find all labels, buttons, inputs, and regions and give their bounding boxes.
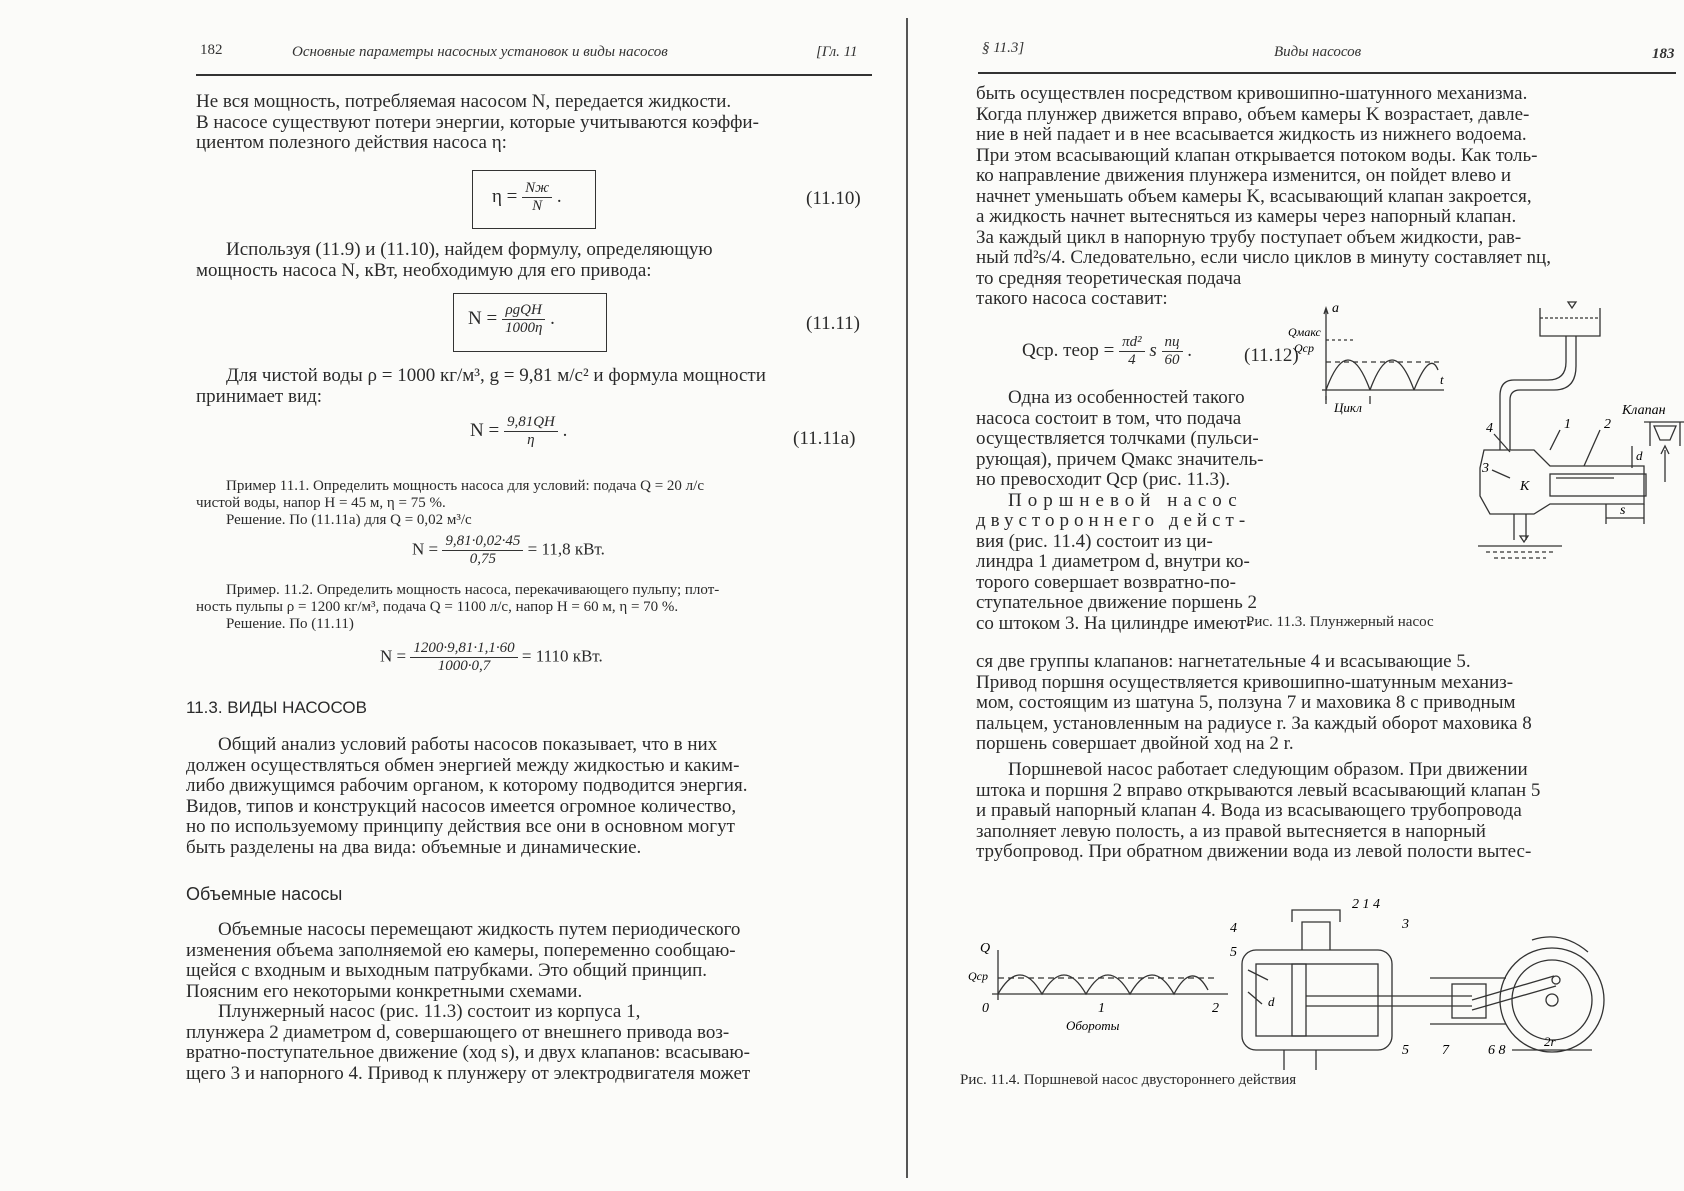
fig-label-turns: Обороты	[1066, 1018, 1120, 1033]
fig-label-qsr: Qср	[1294, 341, 1314, 355]
equation-number: (11.12)	[1244, 345, 1299, 366]
equation-number: (11.11a)	[793, 428, 856, 449]
fig-label-k: K	[1520, 479, 1530, 494]
fig-label-1: 1	[1564, 417, 1571, 432]
fig-label-d: d	[1636, 448, 1643, 463]
figure-11-3-caption: Рис. 11.3. Плунжерный насос	[1246, 614, 1434, 630]
fig-label-7: 7	[1442, 1043, 1449, 1058]
fig-label-2: 2	[1212, 1001, 1219, 1016]
plunger	[1550, 474, 1646, 496]
fig-label-valve: Клапан	[1622, 403, 1666, 418]
figure-11-3-plunger-pump	[1288, 300, 1674, 620]
page-number: 183	[1652, 46, 1675, 62]
paragraph-plunger-operation: быть осуществлен посредством кривошипно-шатунного механизма. Когда плунжер движется вправо, объем камеры K возрастает, давле- ние в ней падает и в нее всасывается жидкость из нижнего водоема. При этом всасывающий клапан открывается потоком воды. Как толь- ко направление движения плунжера изменится, он пойдет влево и начнет уменьшать объем камеры K, всасывающий клапан закроется, а жидкость начнет вытесняться из камеры через напорный клапан. За каждый цикл в напорную трубу поступает объем жидкости, рав- ный πd²s/4. Следовательно, если число циклов в минуту составляет nц, то средняя теоретическая подача такого насоса составит:	[976, 83, 1551, 309]
fig-label-5b: 5	[1402, 1043, 1409, 1058]
chapter-ref: [Гл. 11	[816, 44, 858, 60]
equation-number: (11.10)	[806, 188, 861, 209]
formula-11-10: η = $\frac{Nж}{N}$ .	[492, 180, 562, 214]
header-rule	[978, 72, 1676, 74]
tank	[1540, 308, 1600, 336]
header-rule	[196, 74, 872, 76]
fig-label-68: 6 8	[1488, 1043, 1506, 1058]
pulse-curve	[1326, 360, 1370, 390]
paragraph-pump-types: Общий анализ условий работы насосов показывает, что в них должен осуществляться обмен энергией между жидкостью и каким- либо движущимся рабочим органом, к которому подводится энергия. Видов, типов и конструкций насосов имеется огромное количество, но по используемому принципу действия все они в основном могут быть разделены на два вида: объемные и динамические.	[186, 734, 748, 858]
fig-label-3: 3	[1482, 461, 1489, 476]
example-11-1: Пример 11.1. Определить мощность насоса для условий: подача Q = 20 л/с чистой воды, напор H = 45 м, η = 75 %. Решение. По (11.11a) для Q = 0,02 м³/с	[196, 478, 704, 528]
fig-label-4: 4	[1230, 921, 1237, 936]
fig-label-1: 1	[1098, 1001, 1105, 1016]
slider	[1452, 984, 1486, 1018]
fig-label-0: 0	[982, 1001, 989, 1016]
formula-11-11a: N = $\frac{9,81QH}{\eta}$ .	[470, 414, 568, 448]
paragraph-power: Используя (11.9) и (11.10), найдем формулу, определяющую мощность насоса N, кВт, необходимую для его привода:	[196, 239, 713, 281]
subsection-heading: Объемные насосы	[186, 884, 343, 904]
paragraph-pulsation: Одна из особенностей такого насоса состоит в том, что подача осуществляется толчками (пульси- рующая), причем Qмакс значитель- но превосходит Qср (рис. 11.3). Поршневой насос двустороннего дейст- вия (рис. 11.4) состоит из ци- линдра 1 диаметром d, внутри ко- торого совершает возвратно-по- ступательное движение поршень 2 со штоком 3. На цилиндре имеют-	[976, 387, 1264, 634]
example-11-2: Пример. 11.2. Определить мощность насоса, перекачивающего пульпу; плот- ность пульпы ρ = 1200 кг/м³, подача Q = 1100 л/с, напор H = 60 м, η = 70 %. Решение. По (11.11)	[196, 582, 720, 632]
example-11-2-formula: N = $\frac{1200\cdot 9,81\cdot 1,1\cdot 60}{1000\cdot 0,7}$ = 1110 кВт.	[380, 640, 603, 674]
section-ref: § 11.3]	[982, 40, 1025, 56]
equation-number: (11.11)	[806, 313, 860, 334]
fig-label-2: 2	[1604, 417, 1611, 432]
fig-label-s: s	[1620, 503, 1626, 518]
paragraph-valves: ся две группы клапанов: нагнетательные 4 и всасывающие 5. Привод поршня осуществляется кривошипно-шатунным механиз- мом, состоящим из шатуна 5, ползуна 7 и маховика 8 с приводным пальцем, установленным на радиусе r. За каждый оборот маховика 8 поршень совершает двойной ход на 2 r.	[976, 651, 1532, 754]
fig-label-214: 2 1 4	[1352, 897, 1380, 912]
pulse-curve	[1414, 363, 1438, 390]
running-head: Виды насосов	[1274, 44, 1362, 60]
figure-11-4-piston-pump	[968, 880, 1612, 1060]
formula-11-12: Qср. теор = $\frac{\text{πd²}}{4}$ s $\frac{nц}{60}$ .	[1022, 334, 1193, 368]
fig-label-4: 4	[1486, 421, 1493, 436]
pulse-curve	[1370, 360, 1414, 390]
fig-label-3: 3	[1402, 917, 1409, 932]
paragraph-piston-operation: Поршневой насос работает следующим образом. При движении штока и поршня 2 вправо открываются левый всасывающий клапан 5 и правый напорный клапан 4. Вода из всасывающего трубопровода заполняет левую полость, а из правой вытесняется в напорный трубопровод. При обратном движении вода из левой полости вытес-	[976, 759, 1541, 862]
running-head: Основные параметры насосных установок и виды насосов	[292, 44, 668, 60]
section-heading: 11.3. ВИДЫ НАСОСОВ	[186, 698, 367, 717]
fig-label-2r: 2r	[1544, 1034, 1556, 1049]
delivery-pipe	[1302, 922, 1330, 950]
page-number: 182	[200, 42, 223, 58]
fig-label-d: d	[1268, 994, 1275, 1009]
fig-label-qsr: Qср	[968, 969, 988, 983]
fig-label-t: t	[1440, 372, 1444, 387]
example-11-1-formula: N = $\frac{9,81\cdot 0,02\cdot 45}{0,75}$ = 11,8 кВт.	[412, 533, 605, 567]
book-spine	[906, 18, 908, 1178]
fig-label-q: Q	[980, 941, 991, 956]
fig-label-qmax: Qмакс	[1288, 325, 1321, 339]
figure-11-4-caption: Рис. 11.4. Поршневой насос двустороннего действия	[960, 1072, 1297, 1088]
fig-label-a: a	[1332, 301, 1339, 316]
connecting-rod	[1472, 976, 1554, 1000]
piston	[1292, 964, 1306, 1036]
paragraph-efficiency: Не вся мощность, потребляемая насосом N, передается жидкости. В насосе существуют потери энергии, которые учитываются коэффи- циентом полезного действия насоса η:	[196, 91, 759, 153]
cylinder	[1242, 950, 1392, 1050]
fig-label-5: 5	[1230, 945, 1237, 960]
paragraph-positive-displacement: Объемные насосы перемещают жидкость путем периодического изменения объема заполняемой ею камеры, попеременно сообщаю- щейся с входным и выходным патрубками. Это общий принцип. Поясним его некоторыми конкретными схемами. Плунжерный насос (рис. 11.3) состоит из корпуса 1, плунжера 2 диаметром d, совершающего от внешнего привода воз- вратно-поступательное движение (ход s), и двух клапанов: всасываю- щего 3 и напорного 4. Привод к плунжеру от электродвигателя может	[186, 919, 751, 1084]
fig-label-cycle: Цикл	[1334, 400, 1362, 415]
paragraph-clean-water: Для чистой воды ρ = 1000 кг/м³, g = 9,81 м/с² и формула мощности принимает вид:	[196, 365, 766, 407]
right-page	[912, 0, 1684, 1191]
formula-11-11: N = $\frac{\text{ρgQH}}{1000\eta}$ .	[468, 302, 555, 336]
